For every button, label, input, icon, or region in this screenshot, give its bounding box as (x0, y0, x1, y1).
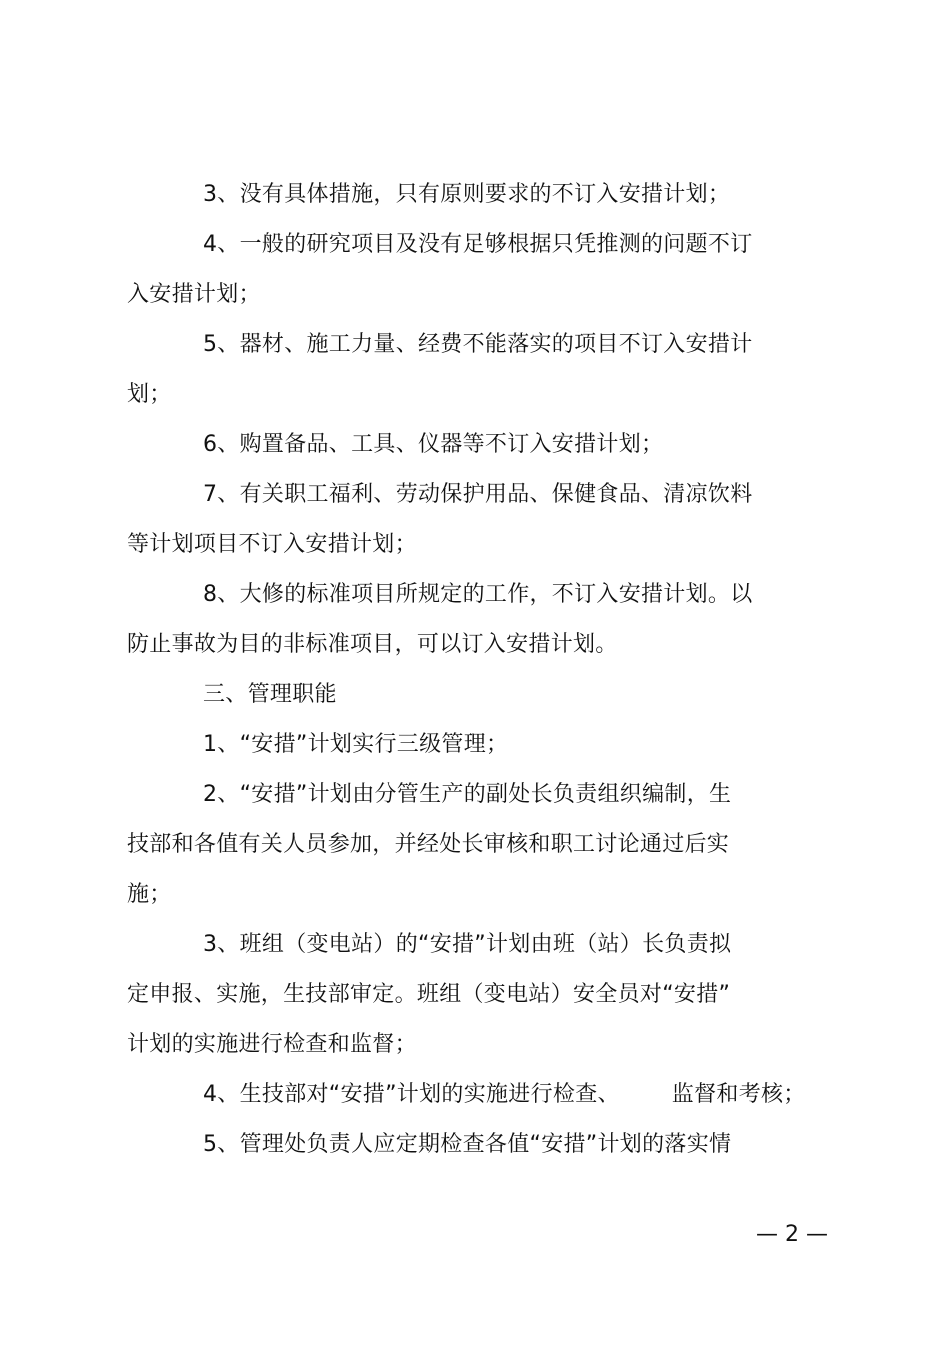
text-line: 技部和各值有关人员参加，并经处长审核和职工讨论通过后实 (127, 832, 730, 857)
text-line: 等计划项目不订入安措计划； (127, 532, 417, 557)
page-number: — 2 — (756, 1222, 828, 1247)
text-line: 施； (127, 882, 172, 907)
text-line: 防止事故为目的非标准项目，可以订入安措计划。 (127, 632, 618, 657)
text-line: 计划的实施进行检查和监督； (127, 1032, 417, 1057)
text-line (203, 1082, 806, 1108)
text-line: 5、管理处负责人应定期检查各值“安措”计划的落实情 (203, 1132, 732, 1157)
text-line: 8、大修的标准项目所规定的工作，不订入安措计划。以 (203, 582, 753, 607)
text-line-part: 监督和考核； (671, 1082, 806, 1107)
section-heading: 三、管理职能 (203, 682, 337, 707)
text-line: 6、购置备品、工具、仪器等不订入安措计划； (203, 432, 664, 457)
text-line: 5、器材、施工力量、经费不能落实的项目不订入安措计 (203, 332, 753, 357)
text-line-part: 4、生技部对“安措”计划的实施进行检查、 (203, 1082, 620, 1107)
text-line: 3、没有具体措施，只有原则要求的不订入安措计划； (203, 182, 731, 207)
text-line: 7、有关职工福利、劳动保护用品、保健食品、清凉饮料 (203, 482, 753, 507)
text-line: 划； (127, 382, 172, 407)
text-line: 1、“安措”计划实行三级管理； (203, 732, 509, 757)
text-line: 4、一般的研究项目及没有足够根据只凭推测的问题不订 (203, 232, 753, 257)
text-line: 3、班组（变电站）的“安措”计划由班（站）长负责拟 (203, 932, 732, 957)
text-line: 入安措计划； (127, 282, 261, 307)
text-line: 2、“安措”计划由分管生产的副处长负责组织编制，生 (203, 782, 732, 807)
text-line: 定申报、实施，生技部审定。班组（变电站）安全员对“安措” (127, 982, 731, 1007)
